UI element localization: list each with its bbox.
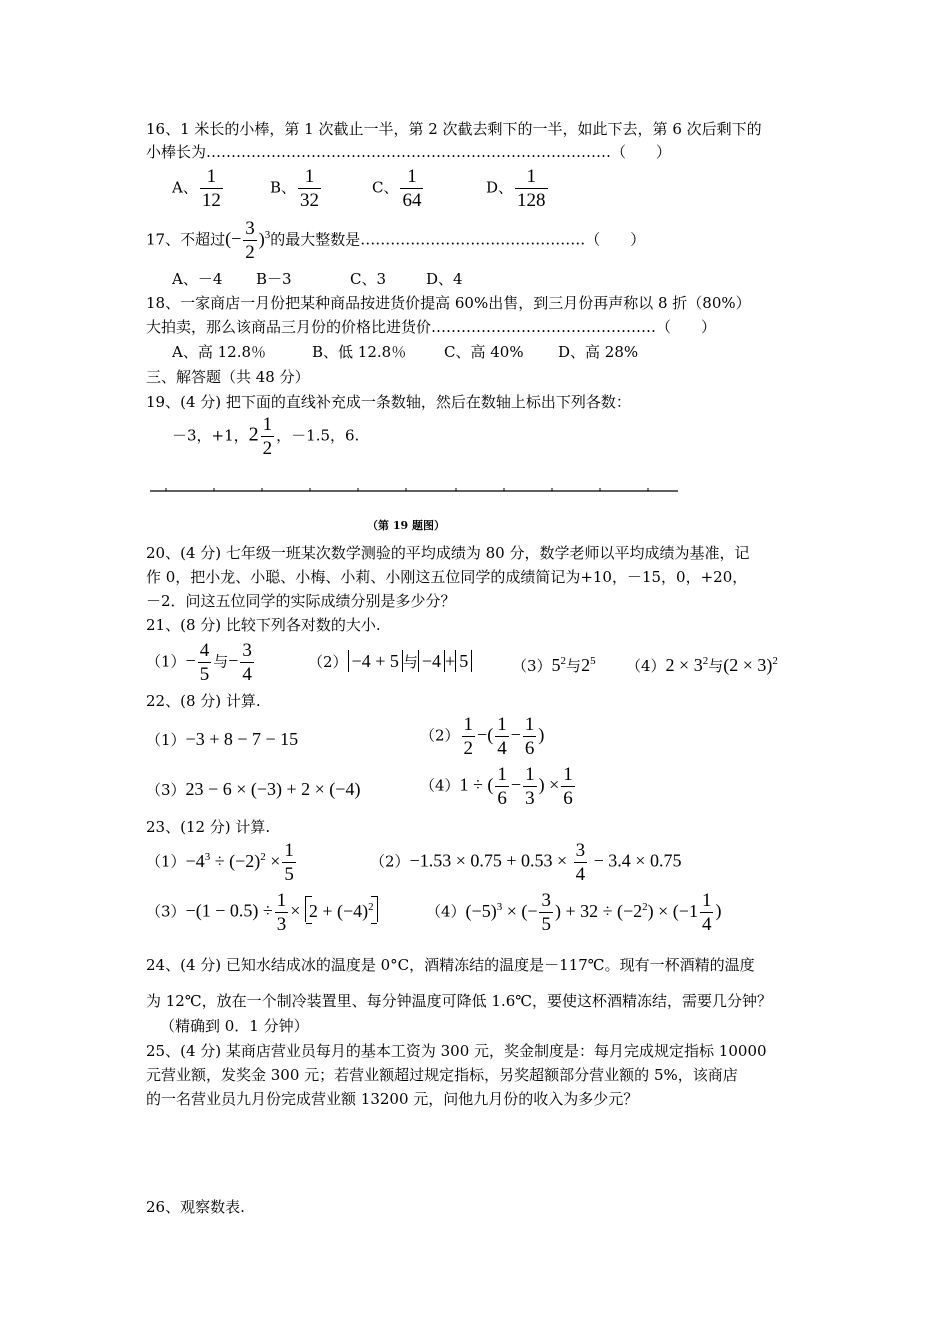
q25-line1: 25、(4 分) 某商店营业员每月的基本工资为 300 元，奖金制度是：每月完成规定指标 10000 [146,1042,767,1060]
q16-option-a: A、 $\frac{1}{12}$ [172,166,221,211]
q21-item-4: $(4)2 \times 3^2$与$(2 \times 3)^2$ [626,655,778,675]
q16-option-c: C、 $\frac{1}{64}$ [372,166,422,211]
q19-caption: （第 19 题图） [367,519,445,532]
q24-line3: （精确到 0．1 分钟） [160,1017,309,1035]
q19-numbers: －3，+1，2 $\frac{1}{2}$ ，－1.5，6. [172,414,360,459]
q23-item-2: （2）−1.53 × 0.75 + 0.53 × $\frac{3}{4}$ − 3.4 × 0.75 [370,840,682,885]
q23-item-1: $(1)-4^3 \div (-2)^2$ × $\frac{1}{5}$ [146,840,294,885]
q22-item-3: （3）23 − 6 × (−3) + 2 × (−4) [146,779,361,799]
q16-option-b: B、 $\frac{1}{32}$ [270,166,320,211]
q25-line2: 元营业额，发奖金 300 元；若营业额超过规定指标，另奖超额部分营业额的 5%，该商店 [146,1066,738,1084]
q17-option-b: B－3 [256,270,292,288]
q17-option-c: C、3 [350,270,387,288]
q23-item-4: $(4)(-5)^3$ × (− $\frac{3}{5}$ ) + $32 \div (-2^2) \times (-1$ $\frac{1}{4}$ ) [426,890,722,935]
q18-line2: 大拍卖，那么该商品三月份的价格比进货价………………………………………（ ） [146,318,717,336]
q26-line: 26、观察数表. [146,1198,245,1216]
q20-line1: 20、(4 分) 七年级一班某次数学测验的平均成绩为 80 分，数学老师以平均成绩为基准，记 [146,544,750,562]
q17-option-d: D、4 [426,270,463,288]
q21-item-2: （2） −4 + 5 与 −4 + 5 [308,650,472,673]
q18-line1: 18、一家商店一月份把某种商品按进货价提高 60%出售，到三月份再声称以 8 折（80%） [146,294,751,312]
q22-title: 22、(8 分) 计算. [146,692,261,710]
q17-line: 17、不超过(− $\frac{3}{2}$ )$^3$的最大整数是………………………………………（ ） [146,218,646,263]
q22-item-4: （4）1 ÷ ( $\frac{1}{6}$ − $\frac{1}{3}$ ) × $\frac{1}{6}$ [420,764,573,809]
q24-line2: 为 12℃，放在一个制冷装置里、每分钟温度可降低 1.6℃，要使这杯酒精冻结，需要几分钟？ [146,992,773,1010]
q17-option-a: A、－4 [172,270,223,288]
q20-line3: －2．问这五位同学的实际成绩分别是多少分？ [146,592,456,610]
q23-title: 23、(12 分) 计算. [146,818,271,836]
q21-item-1: （1）− $\frac{4}{5}$ 与− $\frac{3}{4}$ [146,640,252,685]
q19-text: 19、(4 分) 把下面的直线补充成一条数轴，然后在数轴上标出下列各数： [146,393,631,411]
q21-title: 21、(8 分) 比较下列各对数的大小. [146,616,381,634]
q20-line2: 作 0，把小龙、小聪、小梅、小莉、小刚这五位同学的成绩简记为+10，－15，0，+20， [146,568,748,586]
q18-option-c: C、高 40% [444,343,524,361]
q18-option-a: A、高 12.8％ [172,343,266,361]
q18-option-b: B、低 12.8％ [312,343,407,361]
q22-item-2: （2） $\frac{1}{2}$ −( $\frac{1}{4}$ − $\frac{1}{6}$ ) [420,714,545,759]
q25-line3: 的一名营业员九月份完成营业额 13200 元，问他九月份的收入为多少元？ [146,1090,639,1108]
q21-item-3: $(3)5^2$与$2^5$ [512,655,596,675]
q16-line2: 小棒长为………………………………………………………………………（ ） [146,143,672,161]
section-3-heading: 三、解答题（共 48 分） [146,368,310,386]
q23-item-3: （3）−(1 − 0.5) ÷ $\frac{1}{3}$ × $2 + (-4)^2$ [146,890,378,935]
q16-option-d: D、 $\frac{1}{128}$ [486,166,546,211]
q22-item-1: （1）−3 + 8 − 7 − 15 [146,729,299,749]
q16-line1: 16、1 米长的小棒，第 1 次截止一半，第 2 次截去剩下的一半，如此下去，第 6 次后剩下的 [146,120,762,138]
q19-number-line [146,484,686,498]
q18-option-d: D、高 28% [558,343,639,361]
q24-line1: 24、(4 分) 已知水结成冰的温度是 0°C，酒精冻结的温度是－117℃。现有一杯酒精的温度 [146,956,755,974]
